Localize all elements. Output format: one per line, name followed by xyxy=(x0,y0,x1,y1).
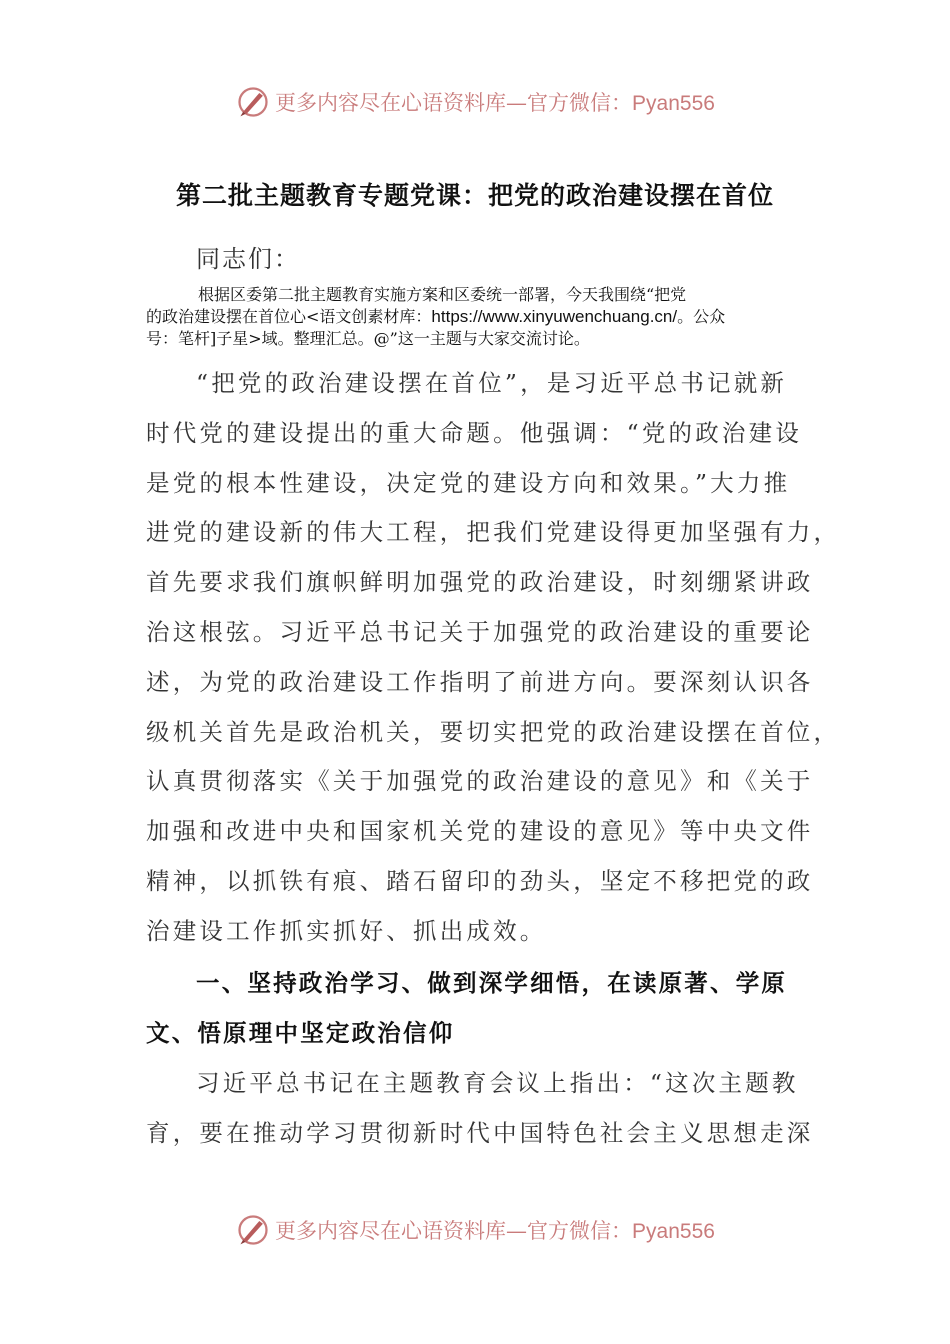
paragraph-line: 治这根弦。习近平总书记关于加强党的政治建设的重要论 xyxy=(146,617,814,646)
paragraph-line: 认真贯彻落实《关于加强党的政治建设的意见》和《关于 xyxy=(146,767,814,796)
source-note xyxy=(146,284,806,350)
paragraph-line: 首先要求我们旗帜鲜明加强党的政治建设，时刻绷紧讲政 xyxy=(146,568,814,597)
heading-line: 一、坚持政治学习、做到深学细悟，在读原著、学原 xyxy=(196,969,788,997)
paragraph-line: 述，为党的政治建设工作指明了前进方向。要深刻认识各 xyxy=(146,667,814,696)
section-heading-1 xyxy=(146,959,806,1059)
paragraph-line: 育，要在推动学习贯彻新时代中国特色社会主义思想走深 xyxy=(146,1118,814,1147)
header-banner xyxy=(0,80,950,124)
paragraph-line: 进党的建设新的伟大工程，把我们党建设得更加坚强有力， xyxy=(146,518,841,547)
paragraph-line: 治建设工作抓实抓好、抓出成效。 xyxy=(146,916,547,945)
salutation: 同志们： xyxy=(196,245,300,273)
document-title: 第二批主题教育专题党课：把党的政治建设摆在首位 xyxy=(175,181,774,210)
paragraph-2 xyxy=(146,1059,814,1159)
paragraph-line: 时代党的建设提出的重大命题。他强调：“党的政治建设 xyxy=(146,418,803,447)
paragraph-line: 是党的根本性建设，决定党的建设方向和效果。”大力推 xyxy=(146,468,791,497)
banner-text: 更多内容尽在心语资料库—官方微信：Pyan556 xyxy=(275,91,715,115)
footer-banner xyxy=(0,1208,950,1252)
banner-text: 更多内容尽在心语资料库—官方微信：Pyan556 xyxy=(275,1219,715,1243)
note-line: 根据区委第二批主题教育实施方案和区委统一部署，今天我围绕“把党 xyxy=(198,285,687,304)
note-line: 的政治建设摆在首位心<语文创素材库：https://www.xinyuwenchuang.cn/。公众 xyxy=(146,307,726,326)
wechat-id: Pyan556 xyxy=(632,1220,715,1243)
pen-nib-logo-icon xyxy=(235,1212,271,1248)
paragraph-line: 加强和改进中央和国家机关党的建设的意见》等中央文件 xyxy=(146,817,814,846)
paragraph-line: “把党的政治建设摆在首位”，是习近平总书记就新 xyxy=(196,369,788,397)
paragraph-line: 习近平总书记在主题教育会议上指出：“这次主题教 xyxy=(196,1069,799,1097)
pen-nib-logo-icon xyxy=(235,84,271,120)
source-url[interactable]: https://www.xinyuwenchuang.cn/ xyxy=(431,307,678,326)
paragraph-line: 精神，以抓铁有痕、踏石留印的劲头，坚定不移把党的政 xyxy=(146,866,814,895)
paragraph-line: 级机关首先是政治机关，要切实把党的政治建设摆在首位， xyxy=(146,717,841,746)
note-line: 号：笔杆]子星>域。整理汇总。@”这一主题与大家交流讨论。 xyxy=(146,329,590,348)
heading-line: 文、悟原理中坚定政治信仰 xyxy=(146,1018,455,1047)
paragraph-1 xyxy=(146,359,841,957)
wechat-id: Pyan556 xyxy=(632,92,715,115)
